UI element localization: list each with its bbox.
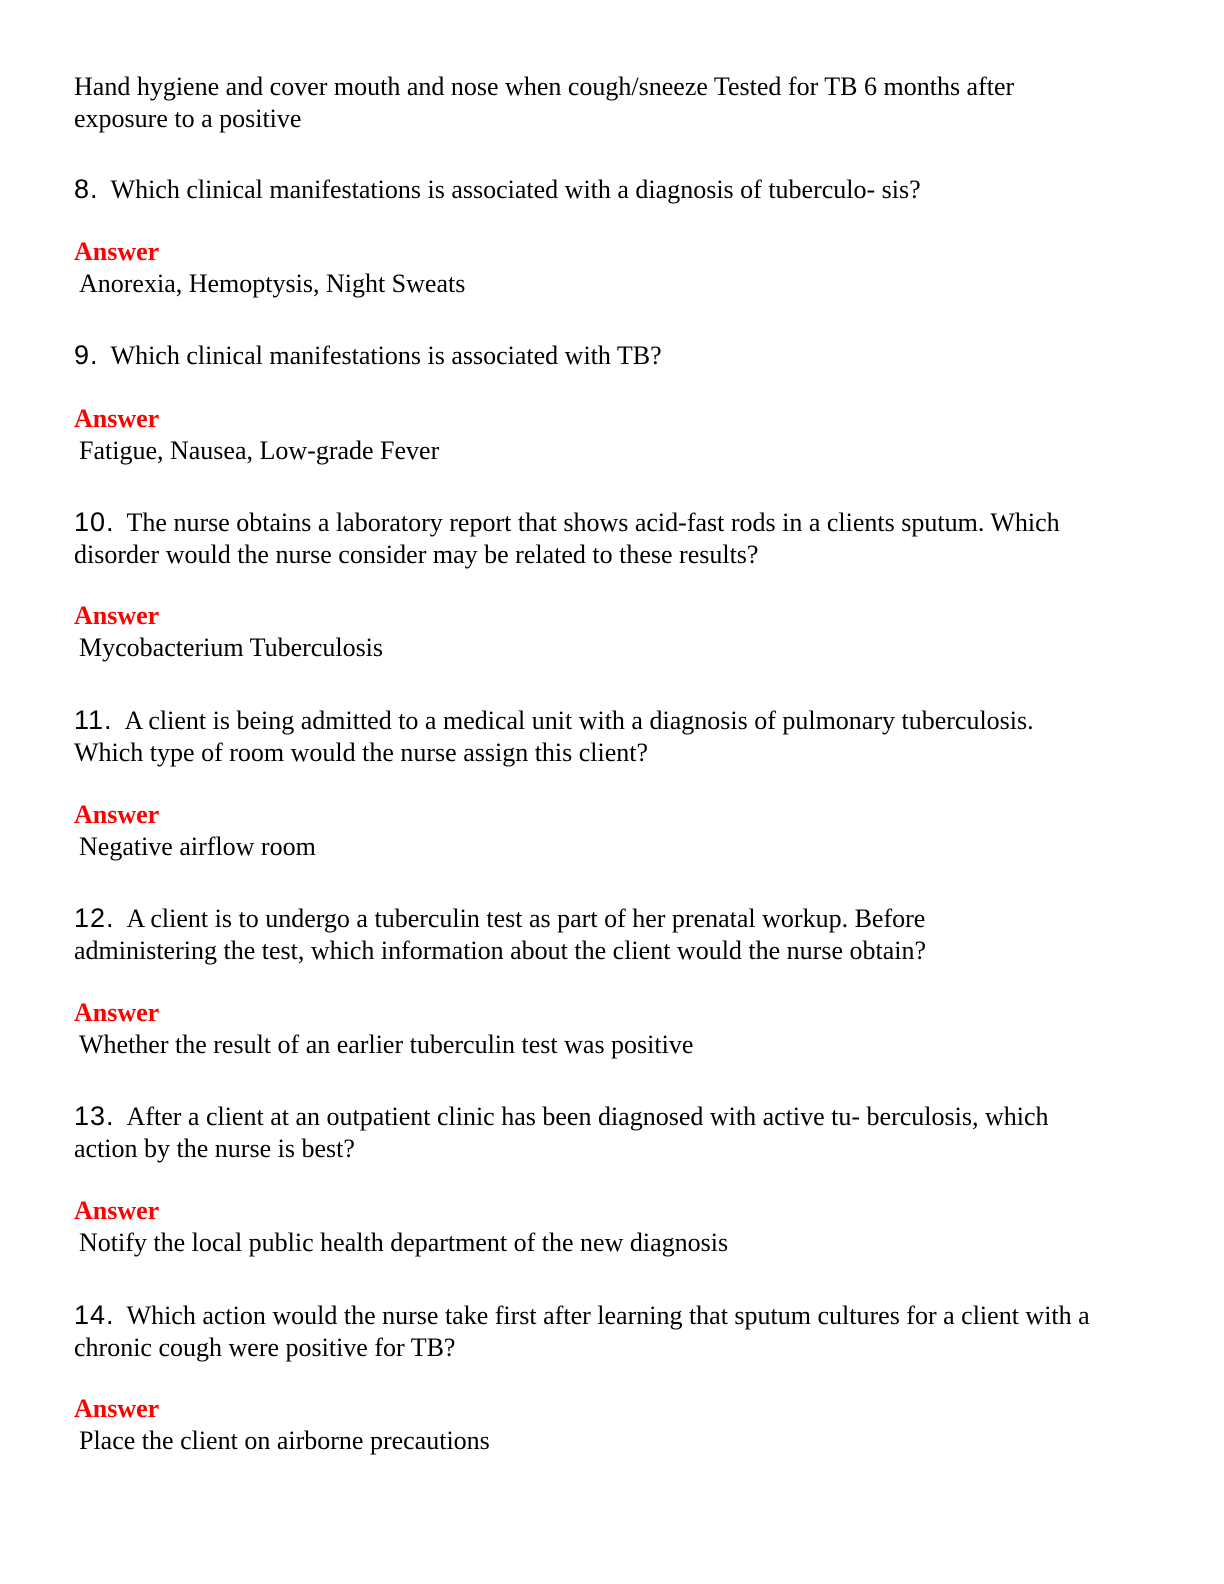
question-line: Which clinical manifestations is associated with TB?: [110, 341, 662, 370]
question-line: After a client at an outpatient clinic has been diagnosed with active tu- berculosis, which: [126, 1102, 1049, 1131]
question-number: 8.: [74, 174, 99, 204]
question-10: [74, 506, 1154, 571]
question-line: The nurse obtains a laboratory report that shows acid-fast rods in a clients sputum. Which: [126, 508, 1060, 537]
question-line-2: disorder would the nurse consider may be related to these results?: [74, 540, 759, 569]
question-number: 12.: [74, 903, 115, 933]
question-line: Which action would the nurse take first after learning that sputum cultures for a client with a: [126, 1301, 1090, 1330]
answer-8: [74, 236, 1154, 300]
answer-11: [74, 799, 1154, 863]
question-number: 13.: [74, 1101, 115, 1131]
answer-label: Answer: [74, 1394, 160, 1423]
question-line-2: Which type of room would the nurse assign this client?: [74, 738, 649, 767]
answer-label: Answer: [74, 998, 160, 1027]
answer-label: Answer: [74, 404, 160, 433]
intro-paragraph: [74, 71, 1154, 135]
answer-13: [74, 1195, 1154, 1259]
question-8: [74, 173, 1154, 206]
answer-text: Whether the result of an earlier tuberculin test was positive: [79, 1030, 694, 1059]
question-text: [74, 1299, 1154, 1332]
answer-10: [74, 600, 1154, 664]
intro-line: exposure to a positive: [74, 104, 302, 133]
answer-label: Answer: [74, 601, 160, 630]
question-line-2: administering the test, which information about the client would the nurse obtain?: [74, 936, 927, 965]
intro-line: Hand hygiene and cover mouth and nose when cough/sneeze Tested for TB 6 months after: [74, 72, 1015, 101]
question-line-2: action by the nurse is best?: [74, 1134, 355, 1163]
answer-text: Notify the local public health department of the new diagnosis: [79, 1228, 729, 1257]
answer-12: [74, 997, 1154, 1061]
question-11: [74, 704, 1154, 769]
answer-text: Anorexia, Hemoptysis, Night Sweats: [79, 269, 466, 298]
question-text: [74, 902, 1154, 935]
question-number: 9.: [74, 340, 99, 370]
question-number: 11.: [74, 705, 113, 735]
question-line: A client is to undergo a tuberculin test as part of her prenatal workup. Before: [126, 904, 926, 933]
question-text: [74, 704, 1154, 737]
question-13: [74, 1100, 1154, 1165]
question-line-2: chronic cough were positive for TB?: [74, 1333, 456, 1362]
answer-text: Negative airflow room: [79, 832, 316, 861]
question-14: [74, 1299, 1154, 1364]
question-12: [74, 902, 1154, 967]
question-text: [74, 173, 1154, 206]
question-line: A client is being admitted to a medical unit with a diagnosis of pulmonary tuberculosis.: [124, 706, 1034, 735]
question-number: 10.: [74, 507, 115, 537]
answer-label: Answer: [74, 1196, 160, 1225]
answer-9: [74, 403, 1154, 467]
question-text: [74, 1100, 1154, 1133]
question-9: [74, 339, 1154, 372]
answer-text: Mycobacterium Tuberculosis: [79, 633, 384, 662]
question-text: [74, 339, 1154, 372]
question-line: Which clinical manifestations is associated with a diagnosis of tuberculo- sis?: [110, 175, 921, 204]
question-number: 14.: [74, 1300, 115, 1330]
answer-label: Answer: [74, 237, 160, 266]
answer-label: Answer: [74, 800, 160, 829]
answer-text: Place the client on airborne precautions: [79, 1426, 490, 1455]
question-text: [74, 506, 1154, 539]
answer-text: Fatigue, Nausea, Low-grade Fever: [79, 436, 440, 465]
answer-14: [74, 1393, 1154, 1457]
